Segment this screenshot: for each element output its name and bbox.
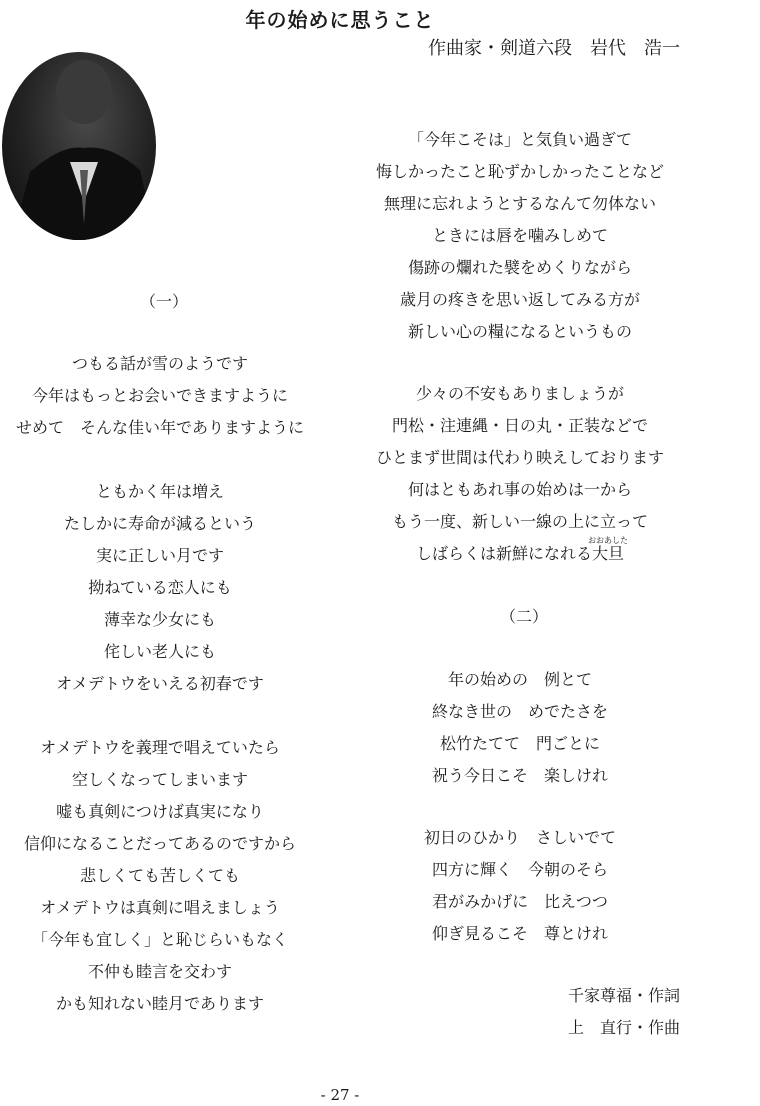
poem-line: 「今年も宜しく」と恥じらいもなく: [31, 930, 288, 949]
song-line: 君がみかげに 比えつつ: [432, 892, 608, 911]
right-poem-stanza-1: [360, 124, 680, 348]
song-line: 松竹たてて 門ごとに: [439, 734, 600, 753]
song-stanza-2: [360, 822, 680, 950]
song-line: 年の始めの 例とて: [447, 670, 592, 689]
poem-line: たしかに寿命が減るという: [63, 514, 256, 533]
poem-line: せめて そんな佳い年でありますように: [15, 418, 304, 437]
author-byline: 作曲家・剣道六段 岩代 浩一: [428, 38, 680, 59]
poem-line: 悔しかったこと恥ずかしかったことなど: [375, 162, 664, 181]
song-line: 終なき世の めでたさを: [431, 702, 608, 721]
song-line: 四方に輝く 今朝のそら: [431, 860, 608, 879]
poem-line: 悲しくても苦しくても: [79, 866, 240, 885]
poem-line: 信仰になることだってあるのですから: [23, 834, 296, 853]
poem-line: 薄幸な少女にも: [103, 610, 216, 629]
poem-line: オメデトウは真剣に唱えましょう: [40, 898, 280, 917]
right-poem-stanza-2: [360, 378, 680, 570]
composer-credit: 上 直行・作曲: [567, 1018, 680, 1037]
poem-line: 空しくなってしまいます: [71, 770, 248, 789]
poem-line: 「今年こそは」と気負い過ぎて: [407, 130, 632, 149]
poem-line: 少々の不安もありましょうが: [415, 384, 624, 403]
left-poem-column: [0, 348, 320, 1020]
song-line: 仰ぎ見るこそ 尊とけれ: [431, 924, 608, 943]
poem-line: 嘘も真剣につけば真実になり: [56, 802, 264, 821]
poem-line: ともかく年は増え: [95, 482, 224, 501]
poem-line: 歳月の疼きを思い返してみる方が: [399, 290, 640, 309]
poem-line-prefix: しばらくは新鮮になれる: [415, 544, 592, 563]
poem-line: ときには唇を噛みしめて: [431, 226, 608, 245]
poem-line: つもる話が雪のようです: [71, 354, 248, 373]
ruby-base: 大旦: [592, 544, 625, 563]
poem-line: 不仲も睦言を交わす: [87, 962, 232, 981]
poem-line: 傷跡の爛れた襞をめくりながら: [407, 258, 632, 277]
page-number: - 27 -: [320, 1086, 360, 1104]
poem-line: 無理に忘れようとするなんて勿体ない: [383, 194, 656, 213]
author-portrait: [2, 52, 156, 240]
poem-line: 侘しい老人にも: [103, 642, 216, 661]
poem-line: 今年はもっとお会いできますように: [31, 386, 288, 405]
ruby-word: [588, 536, 628, 570]
poem-line-with-ruby: [360, 538, 680, 570]
poem-line: 新しい心の糧になるというもの: [407, 322, 632, 341]
poem-line: ひとまず世間は代わり映えしております: [375, 448, 664, 467]
section-2-heading: （二）: [500, 607, 549, 626]
ruby-reading: おおあした: [588, 536, 628, 545]
poem-line: かも知れない睦月であります: [55, 994, 264, 1013]
poem-line: オメデトウをいえる初春です: [56, 674, 264, 693]
song-stanza-1: [360, 664, 680, 792]
poem-line: 拗ねている恋人にも: [88, 578, 232, 597]
lyricist-credit: 千家尊福・作詞: [567, 986, 680, 1005]
poem-line: 何はともあれ事の始めは一から: [407, 480, 632, 499]
song-credits: [540, 980, 680, 1044]
poem-line: もう一度、新しい一線の上に立って: [391, 512, 648, 531]
page-title: 年の始めに思うこと: [245, 8, 435, 32]
song-line: 初日のひかり さしいでて: [423, 828, 616, 847]
poem-line: 門松・注連縄・日の丸・正装などで: [391, 416, 648, 435]
song-line: 祝う今日こそ 楽しけれ: [431, 766, 608, 785]
section-1-heading: （一）: [140, 292, 189, 311]
poem-line: 実に正しい月です: [95, 546, 224, 565]
poem-line: オメデトウを義理で唱えていたら: [40, 738, 280, 757]
